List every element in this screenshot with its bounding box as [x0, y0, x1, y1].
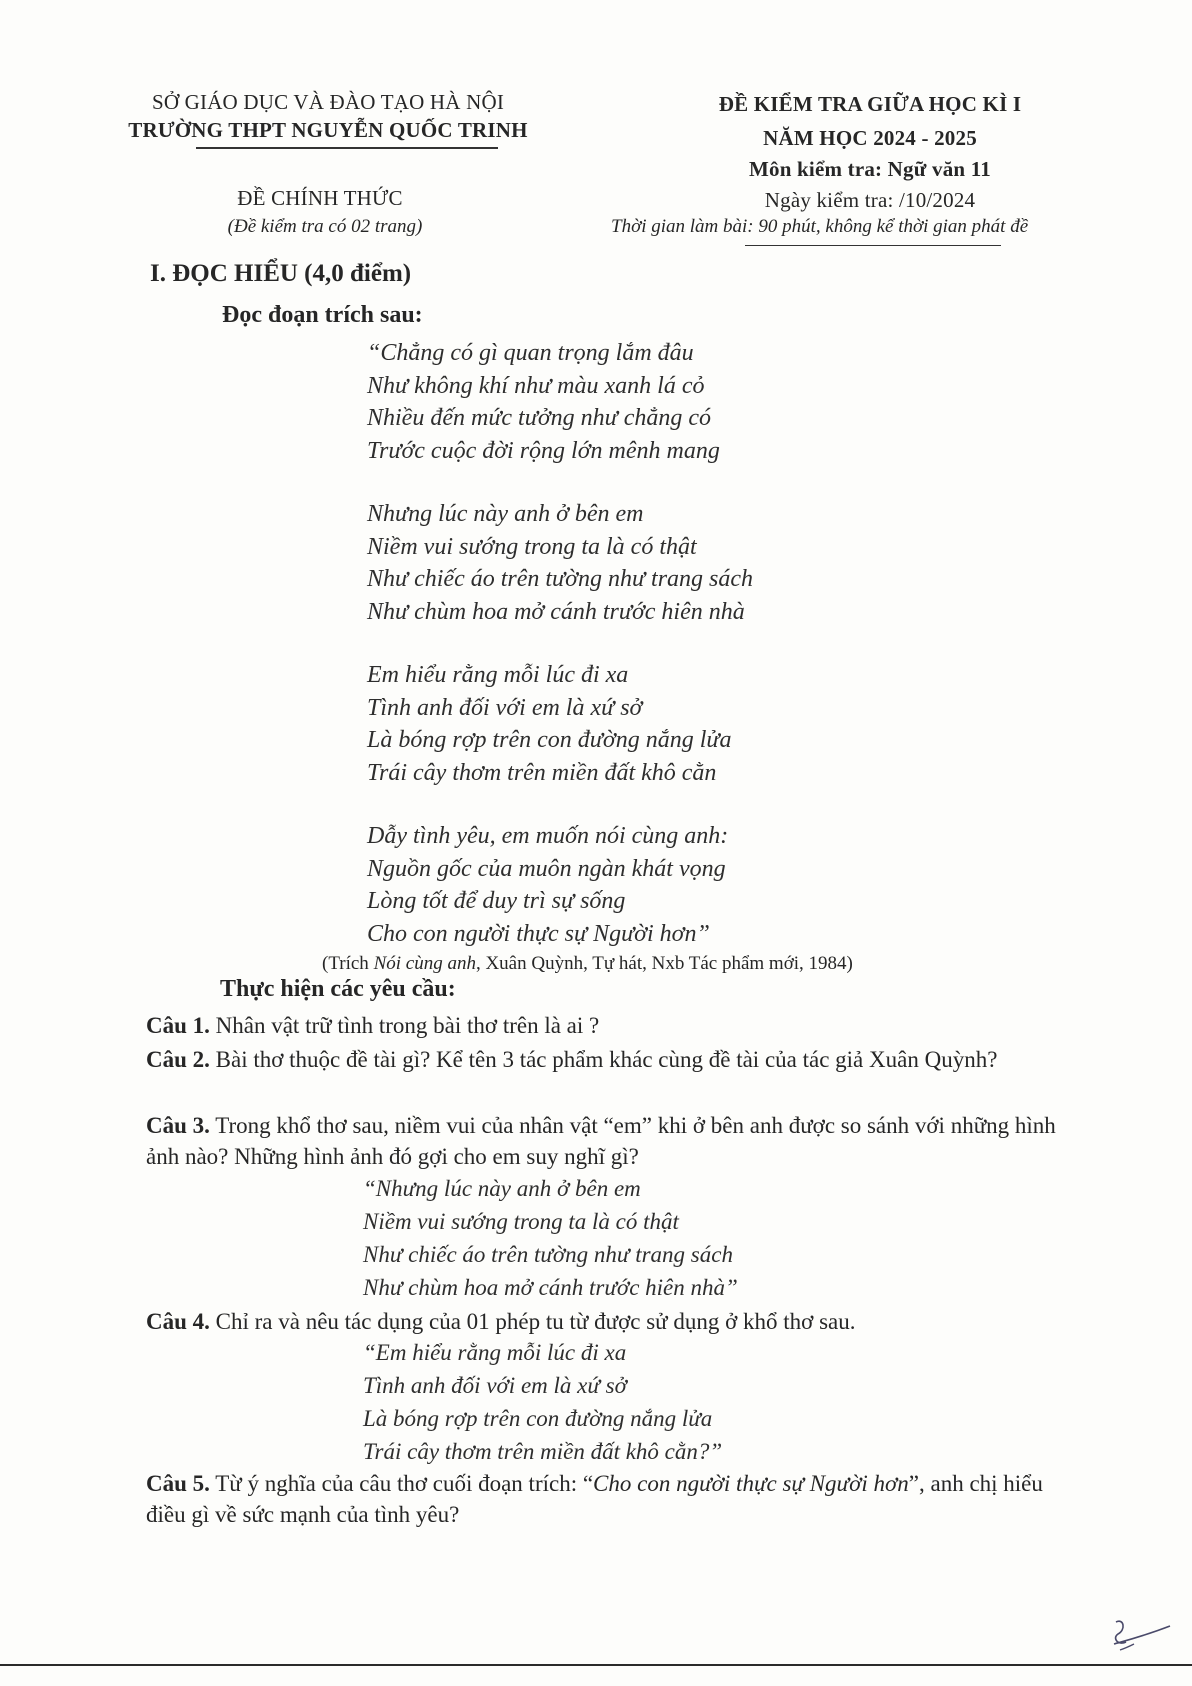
subject: Môn kiểm tra: Ngữ văn 11	[749, 157, 991, 181]
department-name: SỞ GIÁO DỤC VÀ ĐÀO TẠO HÀ NỘI	[151, 90, 505, 114]
question-label: Câu 1.	[146, 1013, 210, 1038]
poem-line: Như chùm hoa mở cánh trước hiên nhà	[367, 598, 745, 625]
question-text: Bài thơ thuộc đề tài gì? Kể tên 3 tác phẩm khác cùng đề tài của tác giả Xuân Quỳnh?	[209, 1047, 998, 1072]
question-quote-italic: Cho con người thực sự Người hơn	[593, 1471, 909, 1496]
poem-source-title: Nói cùng anh	[373, 953, 476, 974]
poem-line: Em hiểu rằng mỗi lúc đi xa	[367, 662, 629, 688]
poem-stanza	[367, 659, 753, 789]
question-5	[146, 1468, 1086, 1530]
quote-line: Như chiếc áo trên tường như trang sách	[363, 1242, 733, 1267]
question-3	[146, 1110, 1086, 1172]
school-name: TRƯỜNG THPT NGUYỄN QUỐC TRINH	[128, 118, 528, 142]
quote-line: Tình anh đối với em là xứ sở	[363, 1373, 627, 1398]
quote-line: Niềm vui sướng trong ta là có thật	[363, 1209, 679, 1234]
quote-line: “Nhưng lúc này anh ở bên em	[363, 1176, 641, 1201]
tasks-heading: Thực hiện các yêu cầu:	[220, 976, 456, 1002]
poem-line: Trước cuộc đời rộng lớn mênh mang	[367, 437, 720, 464]
question-label: Câu 4.	[146, 1309, 210, 1334]
question-text: Từ ý nghĩa của câu thơ cuối đoạn trích: “	[209, 1471, 594, 1496]
poem-stanza	[367, 498, 753, 628]
question-text: Chỉ ra và nêu tác dụng của 01 phép tu từ được sử dụng ở khổ thơ sau.	[209, 1309, 856, 1334]
poem-line: Lòng tốt để duy trì sự sống	[367, 888, 626, 914]
question-text: ”, anh chị hiểu điều gì về sức mạnh của tình yêu?	[146, 1471, 1043, 1527]
reading-instruction: Đọc đoạn trích sau:	[222, 302, 423, 328]
question-3-quote	[363, 1172, 738, 1304]
exam-title: ĐỀ KIỂM TRA GIỮA HỌC KÌ I	[718, 92, 1022, 116]
page-count-note: (Đề kiểm tra có 02 trang)	[227, 216, 423, 237]
quote-line: Như chùm hoa mở cánh trước hiên nhà”	[363, 1275, 738, 1300]
exam-date: Ngày kiểm tra: /10/2024	[764, 188, 976, 212]
poem-stanza	[367, 337, 753, 467]
poem-line: Như chiếc áo trên tường như trang sách	[367, 566, 754, 592]
poem	[367, 337, 753, 950]
poem-line: Nguồn gốc của muôn ngàn khát vọng	[367, 855, 726, 882]
poem-source	[322, 953, 853, 975]
question-label: Câu 2.	[146, 1047, 210, 1072]
quote-line: “Em hiểu rằng mỗi lúc đi xa	[363, 1340, 627, 1365]
duration-underline	[745, 245, 1001, 246]
question-label: Câu 5.	[146, 1471, 210, 1496]
poem-line: Như không khí như màu xanh lá cỏ	[367, 372, 705, 399]
poem-line: Dẫy tình yêu, em muốn nói cùng anh:	[367, 823, 729, 849]
question-4-quote	[363, 1336, 722, 1468]
quote-line: Trái cây thơm trên miền đất khô cằn?”	[363, 1439, 723, 1464]
question-label: Câu 3.	[146, 1113, 210, 1138]
quote-line: Là bóng rợp trên con đường nắng lửa	[363, 1406, 713, 1431]
official-label: ĐỀ CHÍNH THỨC	[237, 186, 403, 210]
question-2	[146, 1044, 1086, 1075]
exam-duration: Thời gian làm bài: 90 phút, không kể thời gian phát đề	[611, 216, 1029, 237]
poem-line: Tình anh đối với em là xứ sở	[367, 694, 643, 721]
question-4	[146, 1306, 1086, 1337]
poem-source-suffix: , Xuân Quỳnh, Tự hát, Nxb Tác phẩm mới, 1984)	[475, 953, 853, 974]
question-1	[146, 1010, 1086, 1041]
section-heading: I. ĐỌC HIỂU (4,0 điểm)	[150, 260, 412, 287]
school-underline	[196, 147, 498, 149]
school-year: NĂM HỌC 2024 - 2025	[763, 126, 977, 150]
question-text: Trong khổ thơ sau, niềm vui của nhân vật “em” khi ở bên anh được so sánh với những hình ảnh nào? Những hình ảnh đó gợi cho em suy nghĩ gì?	[146, 1113, 1056, 1169]
question-text: Nhân vật trữ tình trong bài thơ trên là ai ?	[209, 1013, 600, 1038]
poem-line: Niềm vui sướng trong ta là có thật	[367, 533, 697, 560]
poem-line: Là bóng rợp trên con đường nắng lửa	[367, 727, 732, 753]
poem-line: Nhiều đến mức tưởng như chẳng có	[367, 405, 712, 431]
signature-mark	[1108, 1616, 1178, 1658]
poem-line: Cho con người thực sự Người hơn”	[367, 920, 710, 947]
page-bottom-edge	[0, 1664, 1192, 1666]
poem-line: Trái cây thơm trên miền đất khô cằn	[367, 759, 717, 786]
poem-source-prefix: (Trích	[322, 953, 374, 974]
poem-stanza	[367, 820, 753, 950]
poem-line: “Chẳng có gì quan trọng lắm đâu	[367, 340, 694, 366]
poem-line: Nhưng lúc này anh ở bên em	[367, 501, 644, 527]
